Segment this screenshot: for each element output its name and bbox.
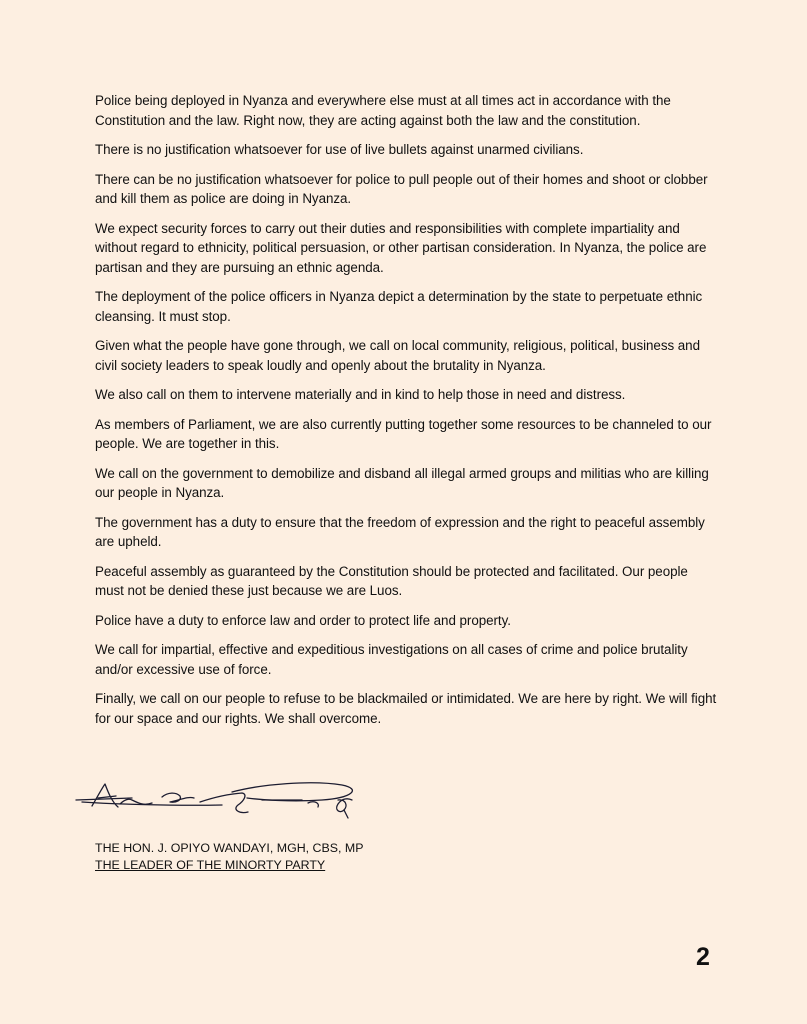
paragraph: We call on the government to demobilize and disband all illegal armed groups and militias who are killing our people in Nyanza. (95, 465, 709, 500)
paragraph: We expect security forces to carry out their duties and responsibilities with complete impartiality and without regard to ethnicity, political persuasion, or other partisan consideration. In Nyanza, the police are partisan and they are pursuing an ethnic agenda. (95, 220, 707, 275)
signature-block (95, 840, 364, 874)
paragraph: Finally, we call on our people to refuse to be blackmailed or intimidated. We are here by right. We will fight for our space and our rights. We shall overcome. (95, 691, 717, 726)
paragraph: The government has a duty to ensure that the freedom of expression and the right to peaceful assembly are upheld. (95, 514, 705, 549)
paragraph: Police being deployed in Nyanza and everywhere else must at all times act in accordance with the Constitution and the law. Right now, they are acting against both the law and the constitution. (95, 93, 671, 128)
paragraph: As members of Parliament, we are also currently putting together some resources to be channeled to our people. We are together in this. (95, 416, 712, 451)
statement-body (95, 91, 720, 738)
signatory-name: THE HON. J. OPIYO WANDAYI, MGH, CBS, MP (95, 841, 364, 855)
signatory-title: THE LEADER OF THE MINORTY PARTY (95, 858, 326, 872)
paragraph: There is no justification whatsoever for use of live bullets against unarmed civilians. (95, 142, 584, 157)
paragraph: We call for impartial, effective and expeditious investigations on all cases of crime and police brutality and/or excessive use of force. (95, 642, 688, 677)
paragraph: Police have a duty to enforce law and order to protect life and property. (95, 612, 511, 628)
handwritten-signature (72, 770, 372, 830)
paragraph: Given what the people have gone through, we call on local community, religious, political, business and civil society leaders to speak loudly and openly about the brutality in Nyanza. (95, 338, 700, 373)
paragraph: Peaceful assembly as guaranteed by the Constitution should be protected and facilitated. Our people must not be denied these just because we are Luos. (95, 563, 688, 598)
paragraph: We also call on them to intervene materially and in kind to help those in need and distress. (95, 387, 626, 402)
paragraph: The deployment of the police officers in Nyanza depict a determination by the state to perpetuate ethnic cleansing. It must stop. (95, 289, 703, 324)
paragraph: There can be no justification whatsoever for police to pull people out of their homes and shoot or clobber and kill them as police are doing in Nyanza. (95, 171, 708, 206)
page-number: 2 (696, 943, 710, 971)
